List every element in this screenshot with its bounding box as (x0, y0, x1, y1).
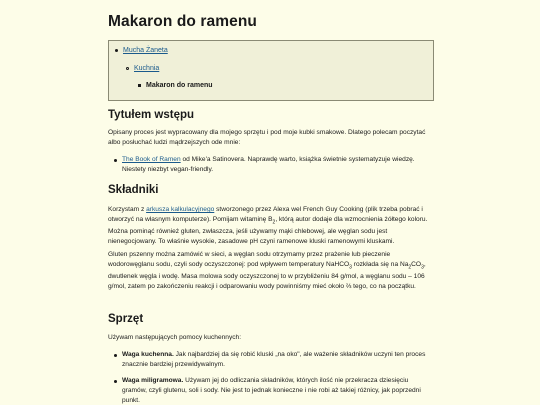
list-item (122, 376, 434, 405)
spreadsheet-link[interactable]: arkusza kalkulacyjnego (146, 206, 215, 213)
section-heading-ingredients: Składniki (108, 184, 159, 196)
subscript: 2 (408, 264, 412, 271)
subscript: 3 (421, 264, 424, 271)
bullet-icon (115, 49, 118, 52)
breadcrumb-link-kuchnia[interactable]: Kuchnia (134, 65, 160, 72)
breadcrumb-link-mucha-zaneta[interactable]: Mucha Żaneta (123, 47, 168, 54)
text-span: Korzystam z (108, 206, 147, 213)
equipment-intro: Używam następujących pomocy kuchennych: (108, 334, 242, 341)
page-title: Makaron do ramenu (108, 13, 257, 30)
item-title: Waga kuchenna. (122, 351, 174, 358)
bullet-icon (138, 84, 141, 87)
text-span: , którą autor dodaje dla wzmocnienia żółtego koloru. Można pominąć również gluten, zwłaszcza, jeśli używamy mąki chlebowej, ale węglan sodu jest nienegocjowany. To właśnie wysokie, zasadowe pH czyni ramenowe kluski ramenowymi kluskami. (108, 216, 428, 246)
breadcrumb-current: Makaron do ramenu (146, 82, 213, 89)
text-span: CO (411, 261, 422, 268)
breadcrumb (108, 40, 434, 101)
item-text: Jak najbardziej da się robić kluski „na oko", ale ważenie składników uczyni ten proces znacznie bardziej przewidywalnym. (122, 351, 426, 368)
ingredients-paragraph-2 (108, 250, 434, 292)
text-span: , dwutlenek węgla i wodę. Masa molowa sody oczyszczonej to w przybliżeniu 84 g/mol, a węglanu sodu – 106 g/mol, zatem po zakończeniu reakcji i odparowaniu wody powinniśmy mieć około ⅔ tego, co na początku. (108, 261, 426, 291)
text-span: rozkłada się na Na (351, 261, 409, 268)
book-of-ramen-link[interactable]: The Book of Ramen (122, 156, 181, 163)
subscript: 3 (349, 264, 352, 271)
item-text: Używam jej do odliczania składników, których ilość nie przekracza dziesięciu gramów, czyli glutenu, soli i sody. Nie jest to jednak konieczne i nie robi aż takiej różnicy, jak poprzedni punkt. (122, 377, 421, 404)
breadcrumb-item-1 (115, 47, 168, 54)
section-heading-intro: Tytułem wstępu (108, 109, 195, 121)
text-span: stworzonego przez Alexa wel French Guy Cooking (plik trzeba pobrać i otworzyć na własnym komputerze). Pomijam witaminę B (108, 206, 423, 223)
breadcrumb-item-3 (138, 82, 213, 89)
bullet-icon (114, 159, 117, 162)
bullet-icon (114, 380, 117, 383)
intro-paragraph: Opisany proces jest wypracowany dla mojego sprzętu i pod moje kubki smakowe. Dlatego polecam poczytać albo posłuchać ludzi mądrzejszych ode mnie: (108, 129, 426, 146)
text-span: Gluten pszenny można zamówić w sieci, a węglan sodu otrzymamy przez prażenie lub pieczenie wodorowęglanu sodu, czyli sody oczyszczonej: pod wpływem temperatury NaHCO (108, 251, 391, 268)
item-title: Waga miligramowa. (122, 377, 184, 384)
list-item (122, 350, 434, 370)
section-heading-equipment: Sprzęt (108, 313, 144, 325)
bullet-icon (126, 67, 129, 70)
list-item (122, 155, 434, 175)
list-item-text: od Mike'a Satinovera. Naprawdę warto, książka świetnie systematyzuje wiedzę. Niestety niezbyt vegan-friendly. (122, 156, 415, 173)
breadcrumb-item-2 (126, 65, 159, 72)
bullet-icon (114, 354, 117, 357)
subscript: 2 (272, 219, 276, 226)
ingredients-paragraph-1 (108, 205, 434, 247)
